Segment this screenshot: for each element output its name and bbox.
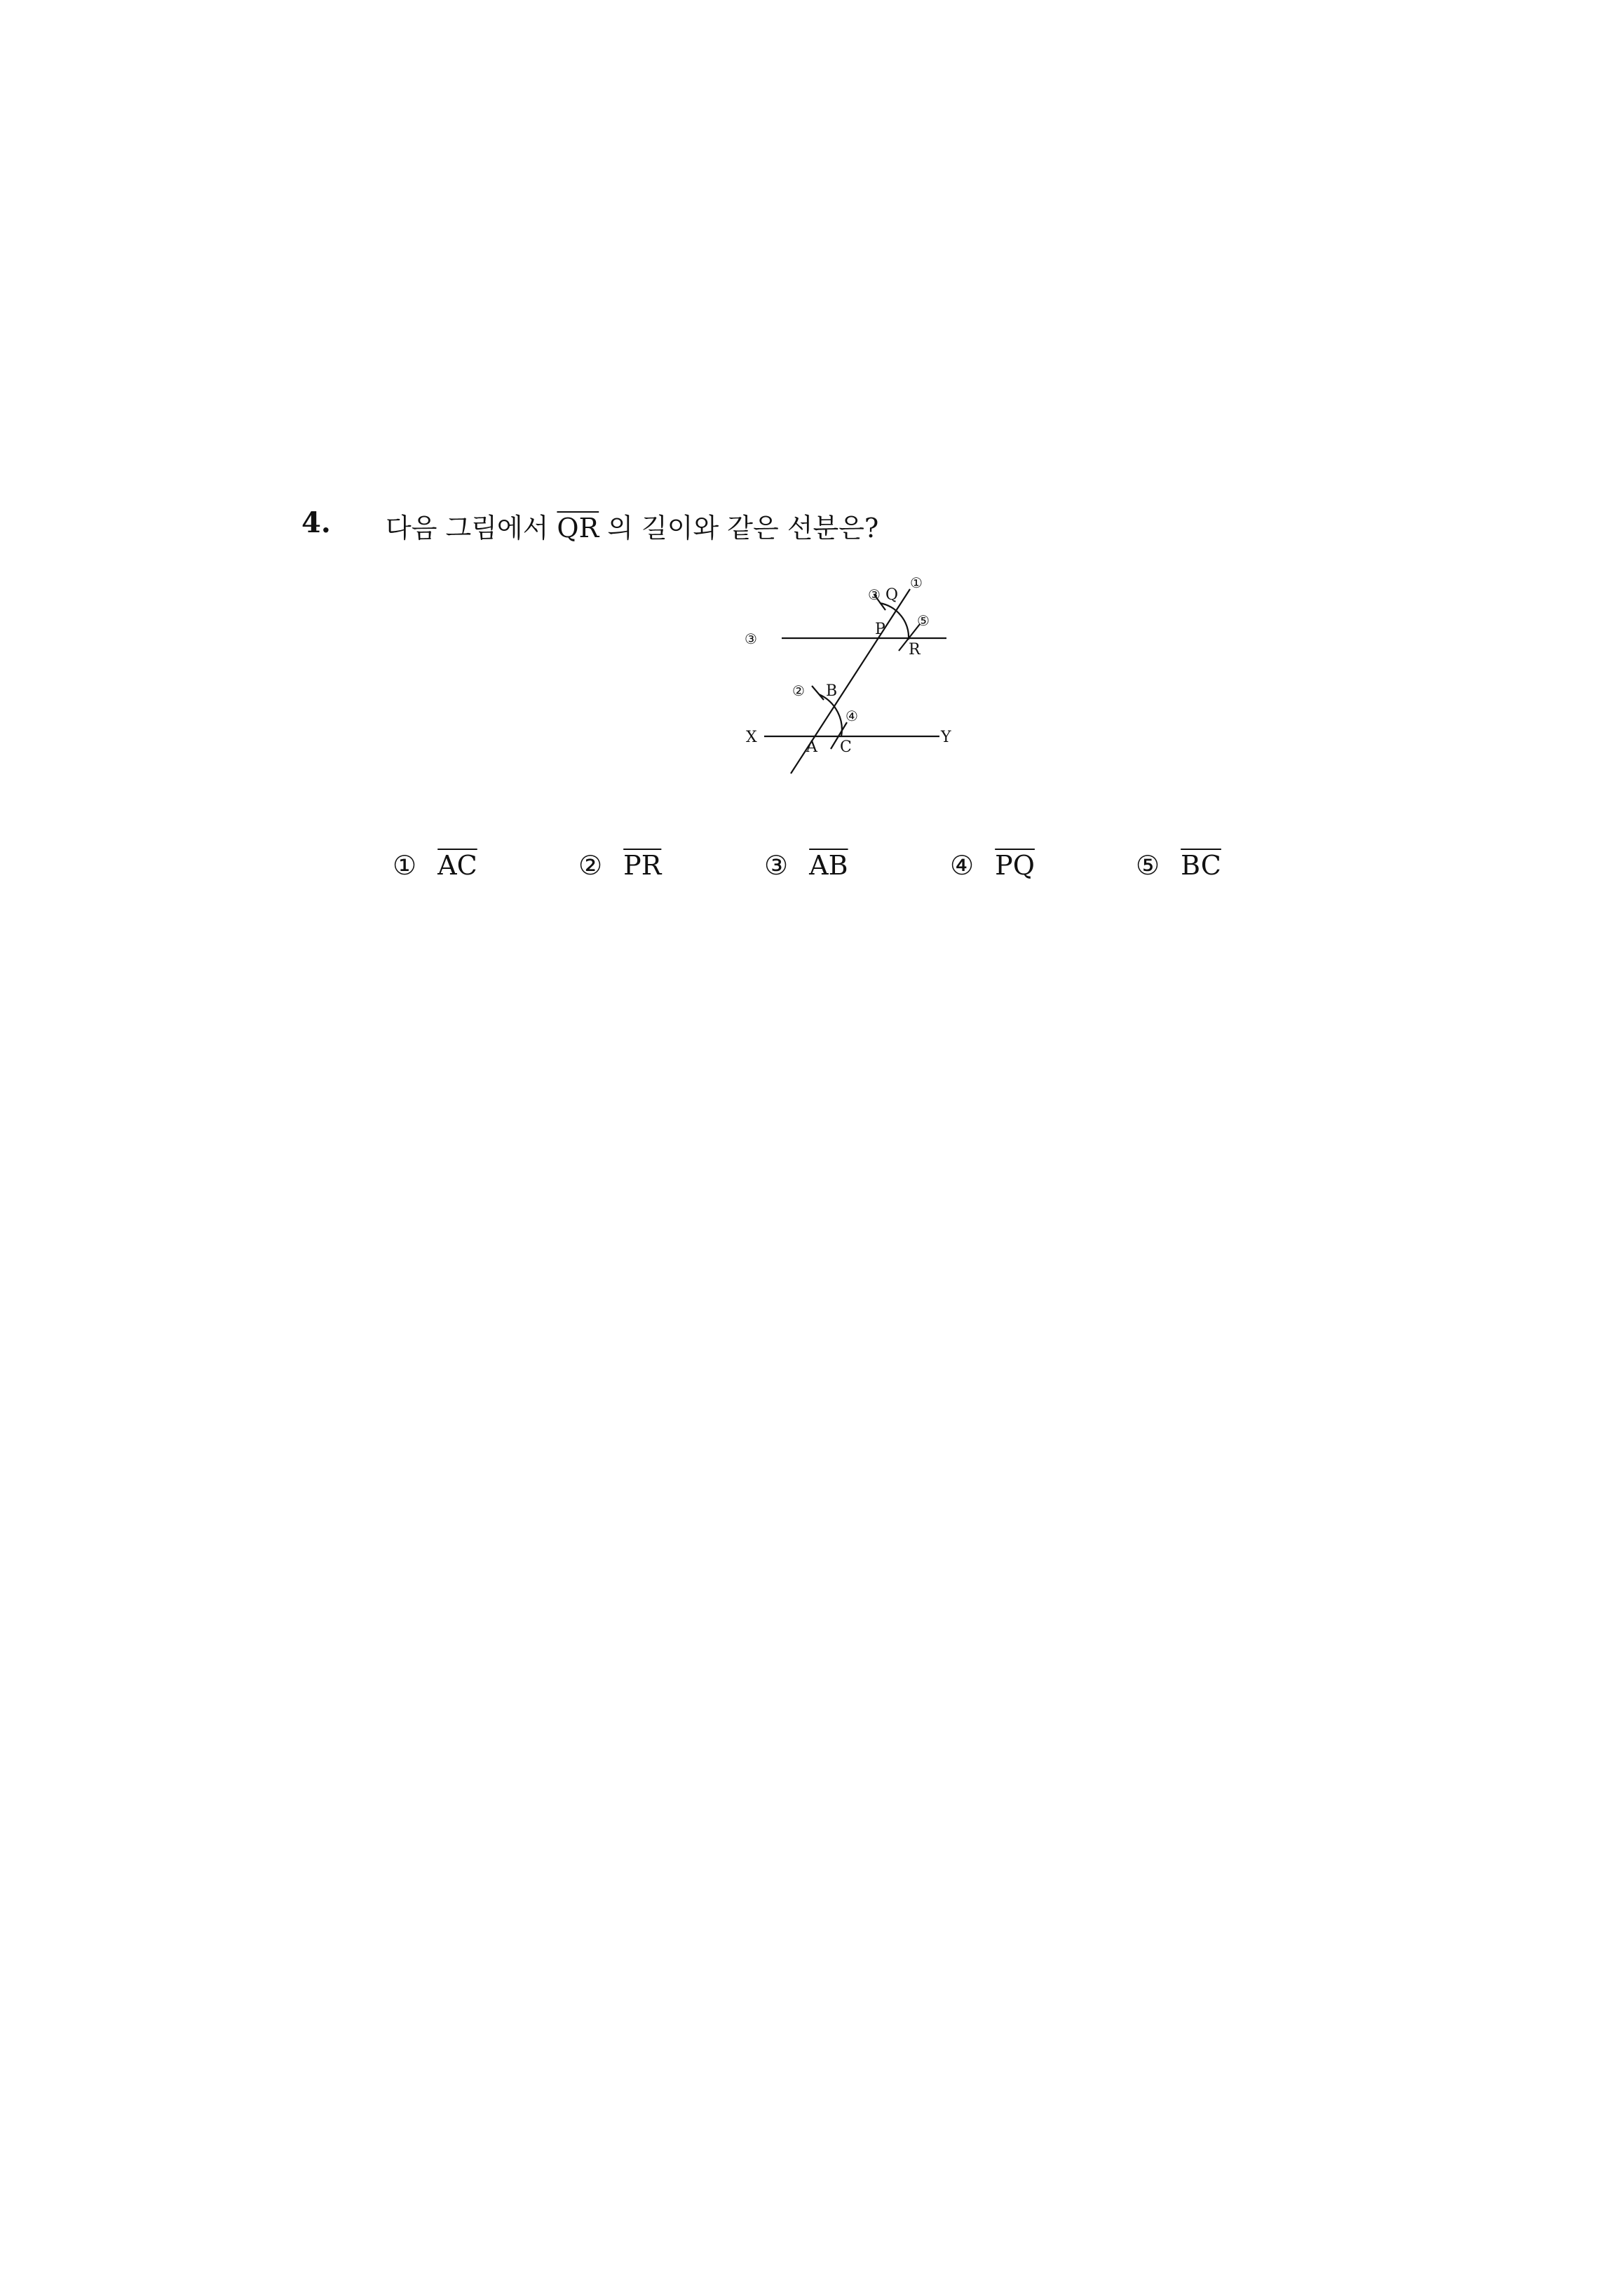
construction-figure [736, 561, 960, 785]
choice-mark: ② [578, 850, 603, 881]
choice-mark: ④ [950, 850, 975, 881]
label-a: A [806, 738, 817, 756]
choice-segment: $\overline{BC}$ [1181, 850, 1221, 881]
question-text [386, 506, 878, 545]
choice-3[interactable] [764, 850, 848, 881]
choice-1[interactable] [393, 850, 477, 881]
choice-mark: ③ [764, 850, 789, 881]
choice-segment: $\overline{PR}$ [623, 850, 662, 881]
label-q: Q [885, 586, 899, 604]
choice-5[interactable] [1136, 850, 1221, 881]
choice-segment: $\overline{AC}$ [437, 850, 477, 881]
choice-4[interactable] [950, 850, 1035, 881]
step-mark-1: ① [910, 574, 923, 591]
step-mark-4: ④ [846, 708, 858, 724]
label-c: C [840, 738, 852, 756]
label-b: B [826, 682, 838, 700]
step-mark-2: ② [792, 682, 805, 699]
choice-mark: ⑤ [1136, 850, 1160, 881]
question-prefix: 다음 그림에서 [386, 513, 549, 543]
question-segment: $\overline{QR}$ [557, 513, 599, 543]
label-p: P [875, 621, 885, 638]
choice-segment: $\overline{AB}$ [809, 850, 848, 881]
label-r: R [909, 641, 921, 659]
step-mark-3-left: ③ [745, 630, 757, 647]
tick-b [812, 686, 824, 700]
choice-mark: ① [393, 850, 417, 881]
question-number: 4. [301, 506, 331, 539]
label-x: X [746, 729, 757, 746]
step-mark-3-top: ③ [868, 586, 881, 603]
label-y: Y [941, 729, 951, 746]
choice-2[interactable] [578, 850, 661, 881]
step-mark-5: ⑤ [917, 612, 930, 629]
choice-segment: $\overline{PQ}$ [995, 850, 1035, 881]
question-suffix: 의 길이와 같은 선분은? [607, 513, 879, 543]
